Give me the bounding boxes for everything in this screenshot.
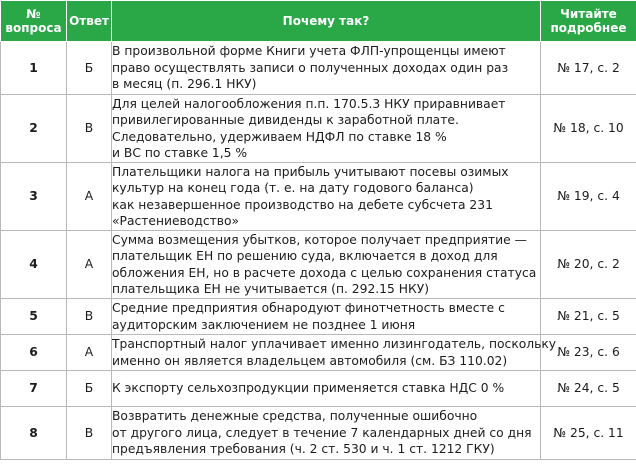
explanation-line: от другого лица, следует в течение 7 календарных дней со дня [112,425,532,440]
table-row [1,231,636,299]
explanation-line: право осуществлять записи о полученных доходах один раз [112,60,509,75]
explanation-line: именно он является владельцем автомобиля (см. БЗ 110.02) [112,353,508,368]
explanation-line: плательщика ЕН не учитывается (п. 292.15 НКУ) [112,282,429,296]
answer-letter: А [67,231,112,299]
explanation-line: культур на конец года (т. е. на дату годового баланса) [112,181,474,195]
explanation-line: предъявления требования (ч. 2 ст. 530 и ч. 1 ст. 1212 ГКУ) [112,442,495,457]
explanation-cell [112,407,541,460]
answer-letter: А [67,335,112,371]
header-number: № вопроса [1,1,67,42]
reference-cell: № 18, с. 10 [541,95,636,163]
question-number: 8 [1,407,67,460]
question-number: 1 [1,42,67,95]
table-row [1,407,636,460]
table-row [1,371,636,407]
question-number: 4 [1,231,67,299]
header-answer: Ответ [67,1,112,42]
explanation-line: Сумма возмещения убытков, которое получает предприятие — [112,232,527,247]
reference-cell: № 20, с. 2 [541,231,636,299]
explanation-cell [112,42,541,95]
explanation-line: как незавершенное производство на дебете субсчета 231 [112,197,493,212]
explanation-cell [112,163,541,231]
explanation-line: Следовательно, удерживаем НДФЛ по ставке 18 % [112,129,447,144]
explanation-line: в месяц (п. 296.1 НКУ) [112,77,257,92]
reference-cell: № 21, с. 5 [541,299,636,335]
question-number: 2 [1,95,67,163]
reference-cell: № 24, с. 5 [541,371,636,407]
explanation-line: Средние предприятия обнародуют финотчетность вместе с [112,301,505,315]
explanation-cell [112,95,541,163]
answer-letter: Б [67,42,112,95]
explanation-cell [112,371,541,407]
question-number: 3 [1,163,67,231]
explanation-line: плательщик ЕН по решению суда, включается в доход для [112,249,498,263]
explanation-line: К экспорту сельхозпродукции применяется ставка НДС 0 % [112,381,505,396]
explanation-line: и ВС по ставке 1,5 % [112,146,248,160]
reference-cell: № 23, с. 6 [541,335,636,371]
header-row [1,1,636,42]
explanation-line: аудиторским заключением не позднее 1 июня [112,317,416,332]
table-row [1,163,636,231]
table-row [1,335,636,371]
explanation-line: В произвольной форме Книги учета ФЛП-упрощенцы имеют [112,44,506,59]
reference-cell: № 17, с. 2 [541,42,636,95]
table-row [1,42,636,95]
explanation-line: Возвратить денежные средства, полученные ошибочно [112,409,478,424]
question-number: 5 [1,299,67,335]
explanation-cell [112,299,541,335]
answer-letter: В [67,407,112,460]
explanation-line: «Растениеводство» [112,214,240,228]
explanation-line: Транспортный налог уплачивает именно лизингодатель, поскольку [112,337,557,351]
reference-cell: № 19, с. 4 [541,163,636,231]
header-why: Почему так? [112,1,541,42]
header-ref: Читайте подробнее [541,1,636,42]
explanation-line: Для целей налогообложения п.п. 170.5.3 НКУ приравнивает [112,96,506,111]
question-number: 6 [1,335,67,371]
answer-letter: А [67,163,112,231]
answer-letter: В [67,299,112,335]
explanation-cell [112,335,557,371]
reference-cell: № 25, с. 11 [541,407,636,460]
table-row [1,95,636,163]
table-row [1,299,636,335]
question-number: 7 [1,371,67,407]
explanation-line: Плательщики налога на прибыль учитывают посевы озимых [112,164,509,179]
answer-letter: В [67,95,112,163]
explanation-line: привилегированные дивиденды к заработной плате. [112,113,459,127]
explanation-cell [112,231,541,299]
answer-letter: Б [67,371,112,407]
explanation-line: обложения ЕН, но в расчете дохода с целью сохранения статуса [112,265,537,280]
